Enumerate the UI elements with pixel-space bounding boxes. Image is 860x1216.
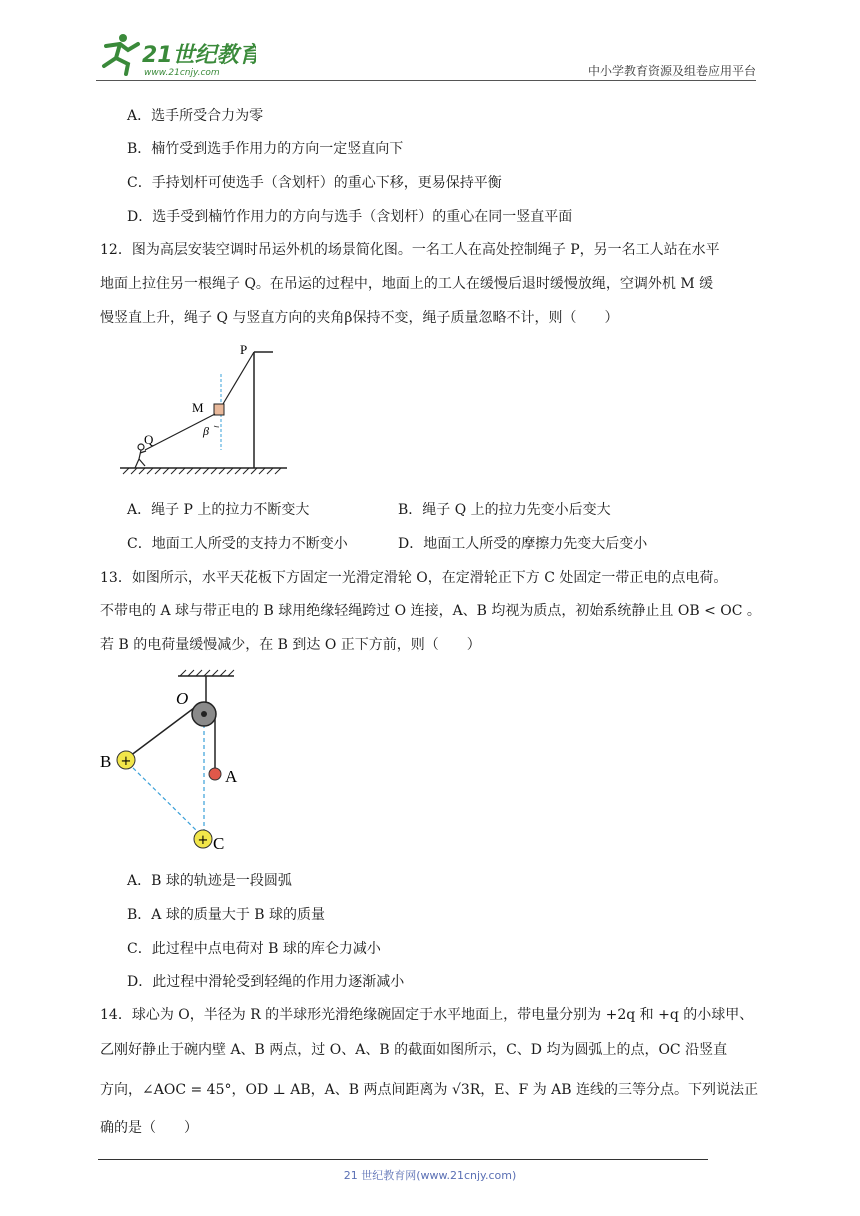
logo-text: 21世纪教育 — [142, 43, 256, 68]
label-o: O — [176, 689, 189, 708]
logo-url: www.21cnjy.com — [144, 68, 220, 78]
q14-stem-line-2: 乙刚好静止于碗内壁 A、B 两点，过 O、A、B 的截面如图所示，C、D 均为圆弧上的点，OC 沿竖直 — [100, 1042, 728, 1058]
q12-option-d: D．地面工人所受的摩擦力先变大后变小 — [398, 536, 648, 552]
q13-option-c: C．此过程中点电荷对 B 球的库仑力减小 — [127, 941, 381, 957]
label-a: A — [225, 767, 238, 786]
footer-text: 21 世纪教育网(www.21cnjy.com) — [343, 1169, 517, 1182]
q13-figure — [96, 666, 256, 866]
q13-stem-line-3: 若 B 的电荷量缓慢减少，在 B 到达 O 正下方前，则（ ） — [100, 637, 481, 653]
ball-c-plus: + — [197, 833, 209, 848]
bc-dashed-line — [128, 763, 200, 834]
label-p: P — [240, 342, 248, 357]
beta-arc — [214, 426, 219, 427]
ground-hatching — [123, 468, 281, 474]
label-b: B — [100, 752, 112, 771]
q11-option-c: C．手持划杆可使选手（含划杆）的重心下移，更易保持平衡 — [127, 175, 502, 191]
q11-option-a: A．选手所受合力为零 — [127, 108, 264, 124]
q14-stem-line-3: 方向，∠AOC = 45°，OD ⊥ AB，A、B 两点间距离为 √3R，E、F 为 AB 连线的三等分点。下列说法正 — [100, 1082, 758, 1098]
q12-stem-line-2: 地面上拉住另一根绳子 Q。在吊运的过程中，地面上的工人在缓慢后退时缓慢放绳，空调外机 M 缓 — [100, 276, 714, 292]
q13-stem-line-1: 13．如图所示，水平天花板下方固定一光滑定滑轮 O，在定滑轮正下方 C 处固定一带正电的点电荷。 — [100, 570, 728, 586]
q12-stem-line-3: 慢竖直上升，绳子 Q 与竖直方向的夹角β保持不变，绳子质量忽略不计，则（ ） — [100, 310, 619, 326]
q14-stem-line-4: 确的是（ ） — [100, 1120, 198, 1136]
label-beta: β — [203, 424, 209, 438]
ball-b-plus: + — [120, 754, 132, 769]
q13-option-b: B．A 球的质量大于 B 球的质量 — [127, 907, 326, 923]
header-divider — [96, 80, 756, 81]
rope-p — [223, 352, 254, 404]
ac-unit-m — [214, 404, 224, 415]
q11-option-d: D．选手受到楠竹作用力的方向与选手（含划杆）的重心在同一竖直平面 — [127, 209, 573, 225]
q12-option-b: B．绳子 Q 上的拉力先变小后变大 — [398, 502, 611, 518]
q11-option-b: B．楠竹受到选手作用力的方向一定竖直向下 — [127, 141, 404, 157]
label-m: M — [192, 400, 204, 415]
q12-figure — [115, 338, 295, 482]
pulley-axle — [201, 711, 207, 717]
runner-icon — [104, 34, 138, 74]
q14-stem-line-1: 14．球心为 O，半径为 R 的半球形光滑绝缘碗固定于水平地面上，带电量分别为 +2q 和 +q 的小球甲、 — [100, 1007, 754, 1023]
q12-option-c: C．地面工人所受的支持力不断变小 — [127, 536, 348, 552]
q13-stem-line-2: 不带电的 A 球与带正电的 B 球用绝缘轻绳跨过 O 连接，A、B 均视为质点，初始系统静止且 OB < OC 。 — [100, 603, 761, 619]
header-platform-text: 中小学教育资源及组卷应用平台 — [587, 64, 756, 78]
worker-q — [135, 444, 146, 468]
logo — [96, 30, 256, 80]
rope-to-b — [130, 708, 194, 756]
label-q: Q — [144, 432, 154, 447]
ball-a — [209, 768, 221, 780]
q12-stem-line-1: 12．图为高层安装空调时吊运外机的场景简化图。一名工人在高处控制绳子 P，另一名工人站在水平 — [100, 242, 720, 258]
q13-option-a: A．B 球的轨迹是一段圆弧 — [127, 873, 292, 889]
q12-option-a: A．绳子 P 上的拉力不断变大 — [127, 502, 310, 518]
label-c: C — [213, 834, 225, 853]
q13-option-d: D．此过程中滑轮受到轻绳的作用力逐渐减小 — [127, 974, 405, 990]
footer-divider — [98, 1159, 708, 1160]
ceiling-hatching — [180, 670, 234, 676]
